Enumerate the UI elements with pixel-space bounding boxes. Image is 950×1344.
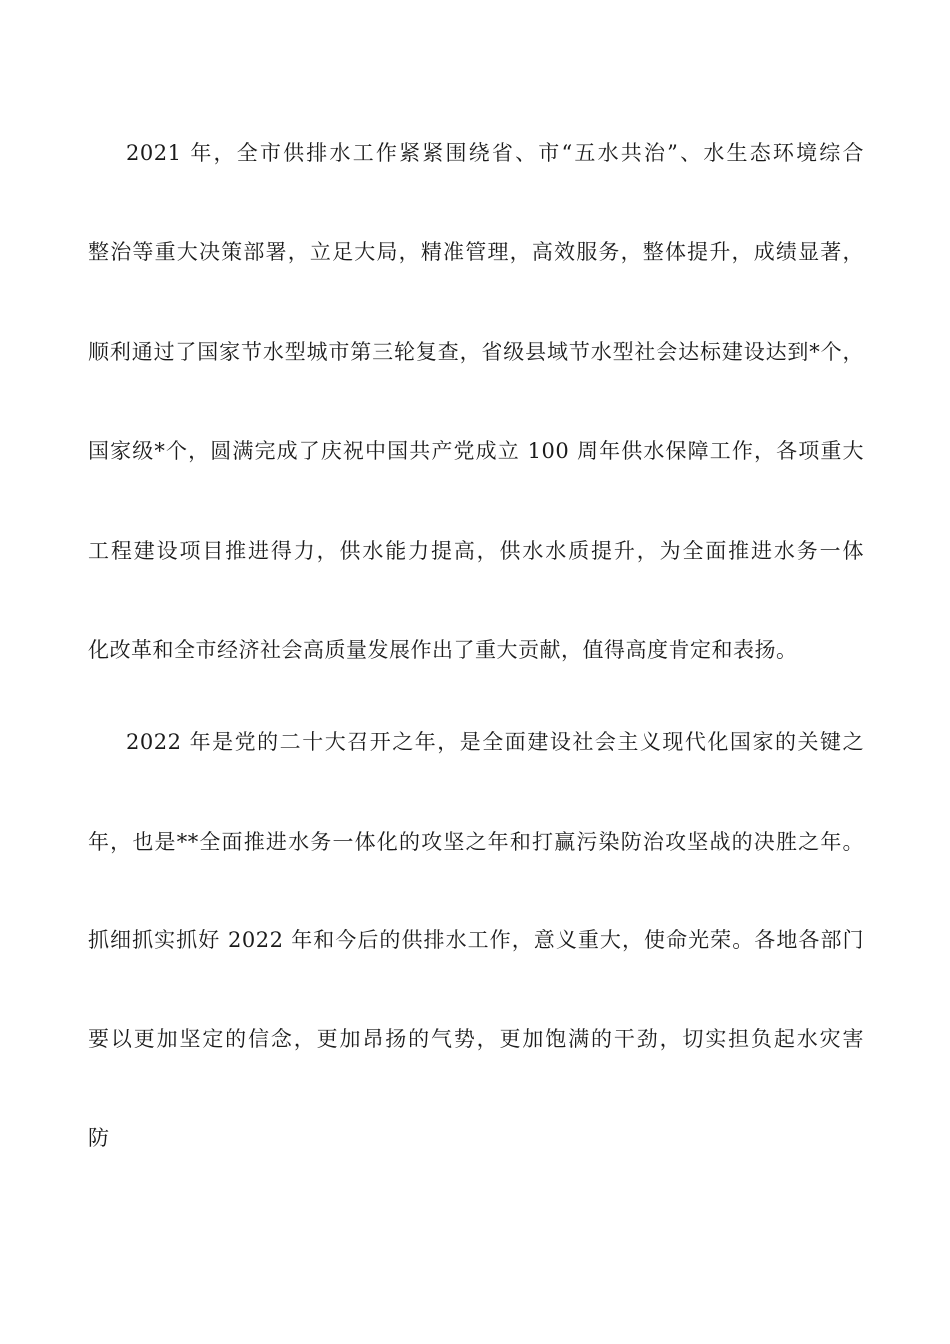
paragraph-1-line-3: 顺利通过了国家节水型城市第三轮复查，省级县域节水型社会达标建设达到*个， (88, 340, 864, 364)
paragraph-2-line-4: 要以更加坚定的信念，更加昂扬的气势，更加饱满的干劲，切实担负起水灾害 (88, 1027, 864, 1051)
paragraph-2-line-2: 年，也是**全面推进水务一体化的攻坚之年和打赢污染防治攻坚战的决胜之年。 (88, 830, 864, 854)
paragraph-2-line-5: 防 (88, 1126, 110, 1150)
paragraph-1-line-2: 整治等重大决策部署，立足大局，精准管理，高效服务，整体提升，成绩显著， (88, 240, 864, 264)
paragraph-2-line-1: 2022 年是党的二十大召开之年，是全面建设社会主义现代化国家的关键之 (126, 730, 864, 754)
paragraph-1-line-4: 国家级*个，圆满完成了庆祝中国共产党成立 100 周年供水保障工作，各项重大 (88, 439, 864, 463)
paragraph-2-line-3: 抓细抓实抓好 2022 年和今后的供排水工作，意义重大，使命光荣。各地各部门 (88, 928, 864, 952)
paragraph-1-line-5: 工程建设项目推进得力，供水能力提高，供水水质提升，为全面推进水务一体 (88, 539, 864, 563)
paragraph-1-line-6: 化改革和全市经济社会高质量发展作出了重大贡献，值得高度肯定和表扬。 (88, 638, 798, 662)
paragraph-1-line-1: 2021 年，全市供排水工作紧紧围绕省、市“五水共治”、水生态环境综合 (126, 141, 864, 165)
